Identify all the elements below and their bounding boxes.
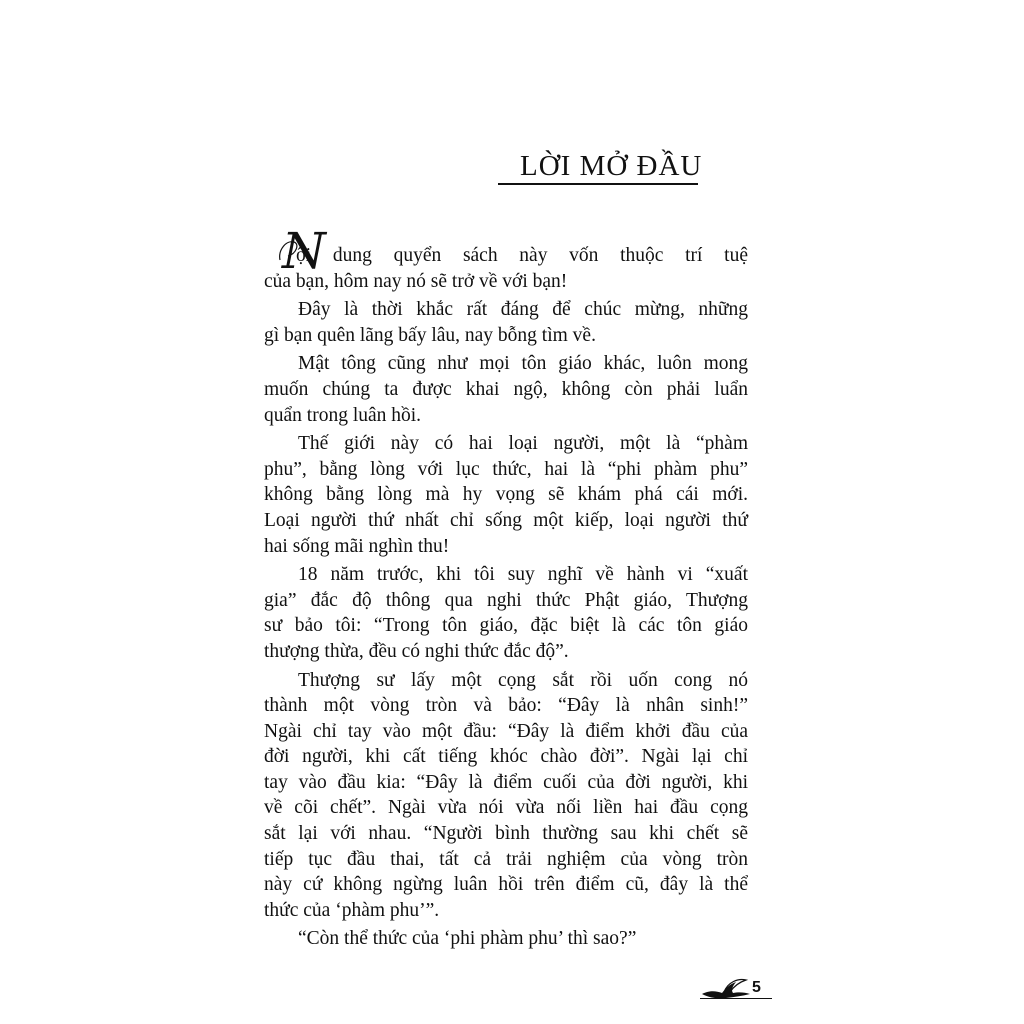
text-line: Loại người thứ nhất chỉ sống một kiếp, loại người thứ xyxy=(264,509,748,531)
paragraph xyxy=(264,668,748,924)
text-line: Thượng sư lấy một cọng sắt rồi uốn cong nó xyxy=(298,669,748,691)
text-line: quẩn trong luân hồi. xyxy=(264,404,422,426)
text-line: tay vào đầu kia: “Đây là điểm cuối của đời người, khi xyxy=(264,771,748,793)
text-line: muốn chúng ta được khai ngộ, không còn phải luẩn xyxy=(264,378,748,400)
text-line: tiếp tục đầu thai, tất cả trải nghiệm của vòng tròn xyxy=(264,848,748,870)
text-line: Thế giới này có hai loại người, một là “phàm xyxy=(298,433,748,455)
title-underline xyxy=(498,183,698,185)
text-line: gì bạn quên lãng bấy lâu, nay bỗng tìm về. xyxy=(264,324,596,346)
footer-rule xyxy=(700,998,772,999)
text-line: về cõi chết”. Ngài vừa nói vừa nối liền hai đầu cọng xyxy=(264,797,748,819)
text-line: ội dung quyển sách này vốn thuộc trí tuệ xyxy=(296,245,748,266)
text-line: sắt lại với nhau. “Người bình thường sau khi chết sẽ xyxy=(264,823,748,845)
paragraph xyxy=(264,351,748,428)
text-line: Ngài chỉ tay vào một đầu: “Đây là điểm khởi đầu của xyxy=(264,720,748,742)
text-line: phu”, bằng lòng với lục thức, hai là “phi phàm phu” xyxy=(264,458,748,480)
text-line: Đây là thời khắc rất đáng để chúc mừng, những xyxy=(298,299,748,321)
paragraph xyxy=(264,562,748,664)
text-line: thượng thừa, đều có nghi thức đắc độ”. xyxy=(264,640,569,662)
paragraph xyxy=(264,243,748,294)
text-line: gia” đắc độ thông qua nghi thức Phật giáo, Thượng xyxy=(264,589,748,611)
text-line: thức của ‘phàm phu’”. xyxy=(264,899,440,921)
paragraph xyxy=(264,297,748,348)
paragraph xyxy=(264,926,748,952)
text-line: “Còn thể thức của ‘phi phàm phu’ thì sao?” xyxy=(298,928,637,950)
text-line: không bằng lòng mà hy vọng sẽ khám phá cái mới. xyxy=(264,484,748,506)
text-line: Mật tông cũng như mọi tôn giáo khác, luôn mong xyxy=(298,353,748,375)
text-line: của bạn, hôm nay nó sẽ trở về với bạn! xyxy=(264,270,568,292)
drop-cap-letter: N xyxy=(282,222,326,280)
text-line: đời người, khi cất tiếng khóc chào đời”. Ngài lại chỉ xyxy=(264,746,748,768)
text-line: hai sống mãi nghìn thu! xyxy=(264,535,450,557)
page-number: 5 xyxy=(752,979,761,996)
text-line: 18 năm trước, khi tôi suy nghĩ về hành vi “xuất xyxy=(298,564,748,586)
text-line: này cứ không ngừng luân hồi trên điểm cũ, đây là thể xyxy=(264,874,748,896)
body-text xyxy=(264,243,748,952)
text-line: thành một vòng tròn và bảo: “Đây là nhân sinh!” xyxy=(264,695,748,717)
chapter-title: LỜI MỞ ĐẦU xyxy=(520,150,703,182)
paragraph xyxy=(264,431,748,559)
text-line: sư bảo tôi: “Trong tôn giáo, đặc biệt là các tôn giáo xyxy=(264,615,748,637)
